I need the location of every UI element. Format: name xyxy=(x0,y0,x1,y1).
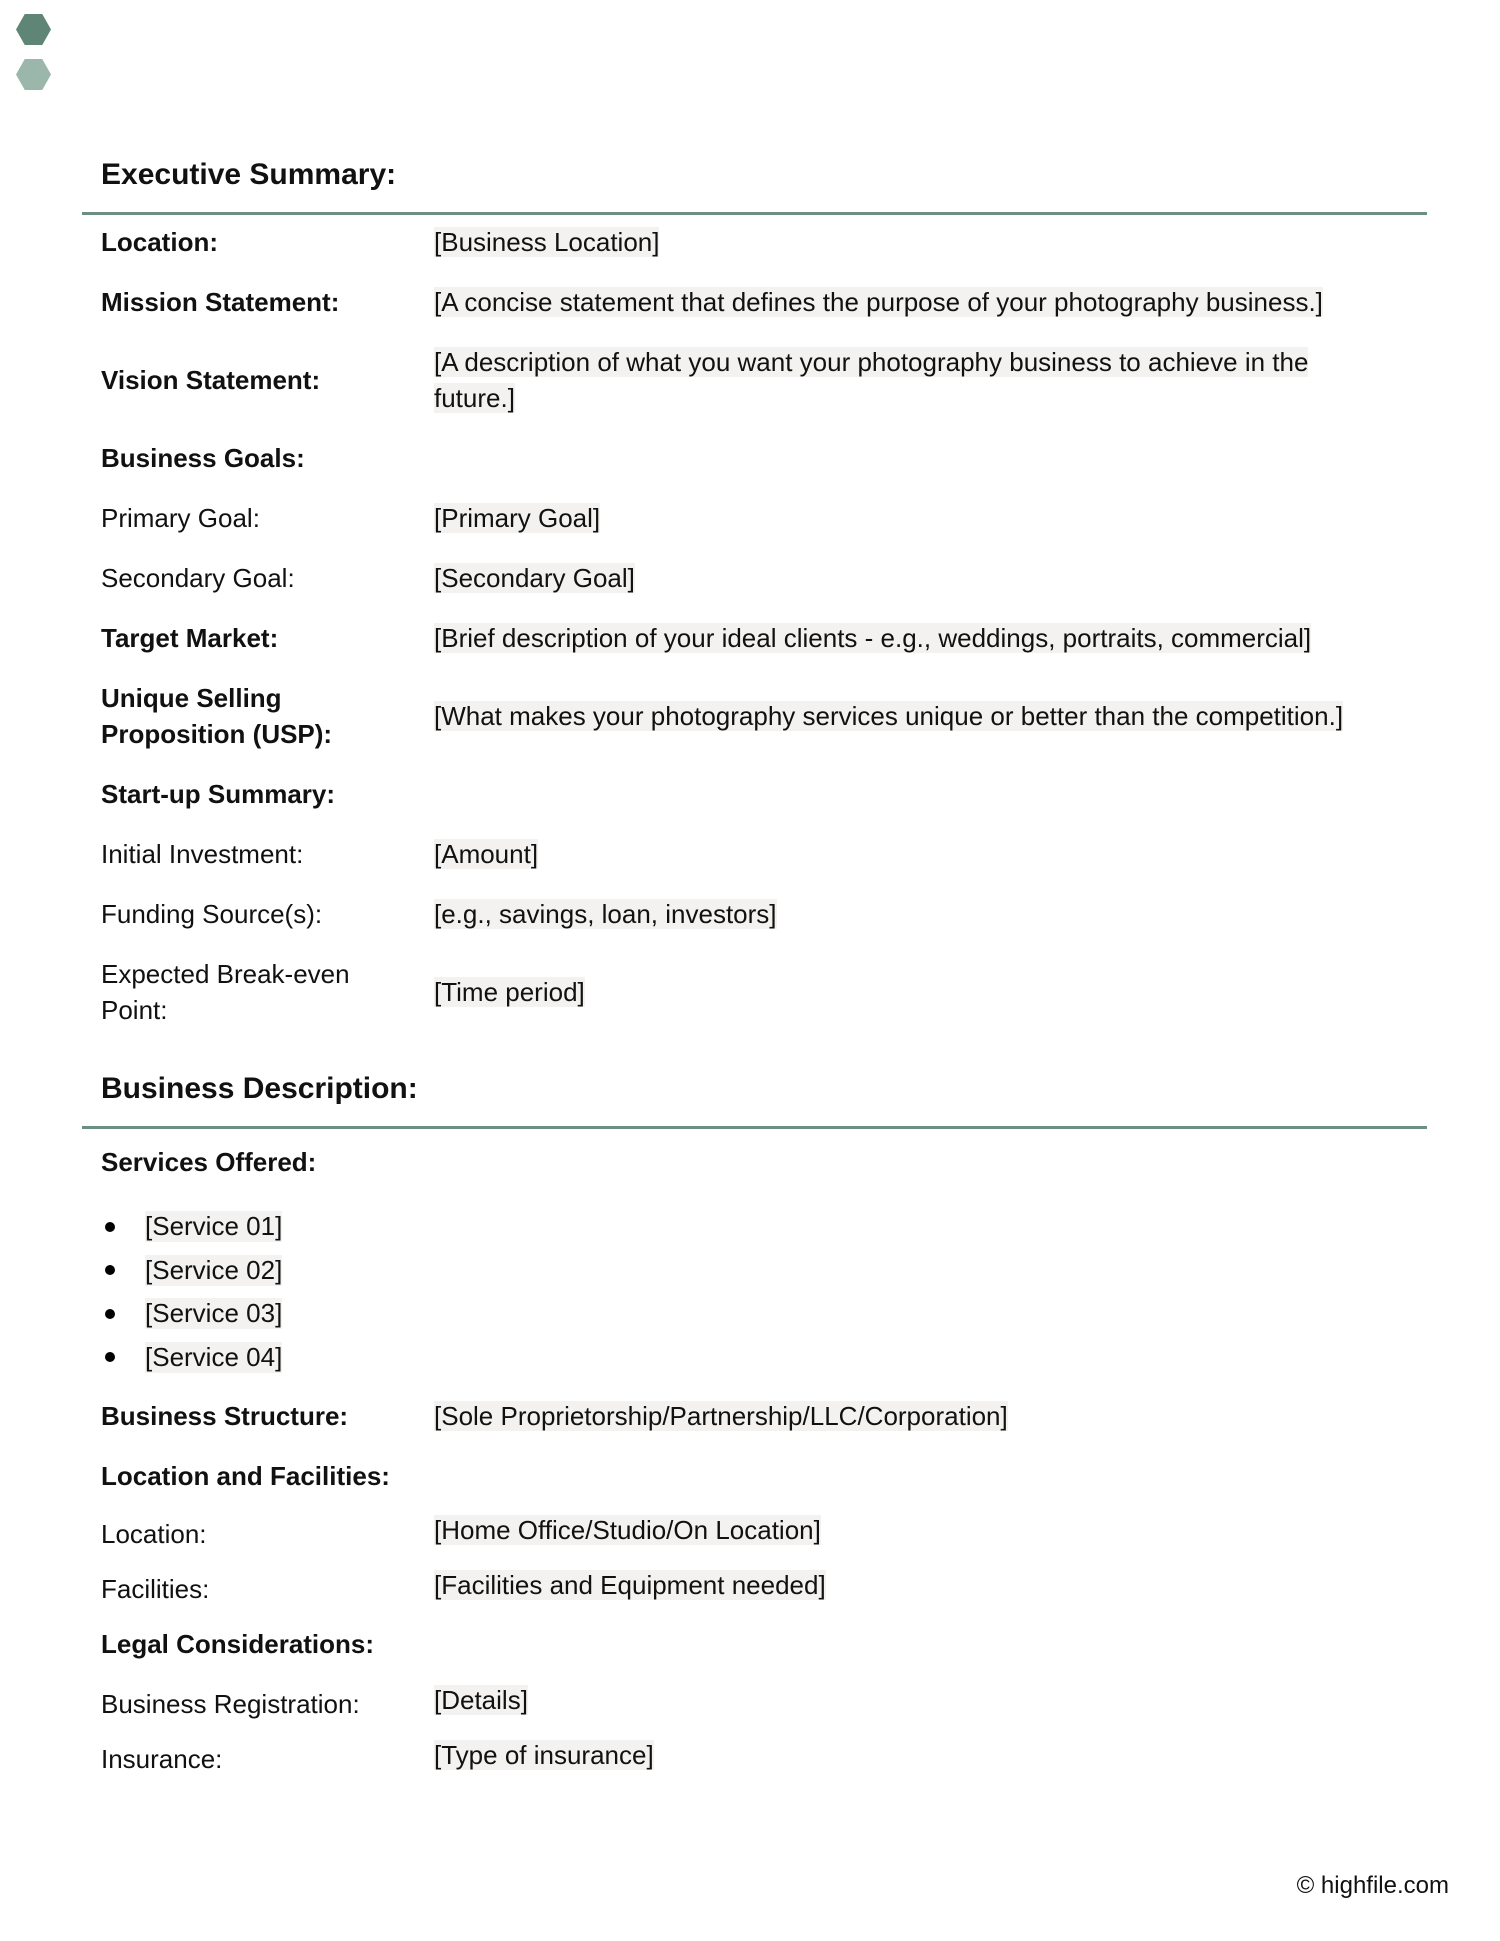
primary-goal-value: [Primary Goal] xyxy=(434,503,601,533)
breakeven-value: [Time period] xyxy=(434,977,585,1007)
bullet-icon xyxy=(105,1222,115,1232)
secondary-goal-row xyxy=(101,560,1421,596)
list-item: [Service 01] xyxy=(101,1205,282,1249)
breakeven-label: Expected Break-even Point: xyxy=(101,959,350,1025)
bd-location-label: Location: xyxy=(101,1519,207,1549)
usp-row xyxy=(101,680,1421,752)
funding-source-label: Funding Source(s): xyxy=(101,899,323,929)
usp-label: Unique Selling Proposition (USP): xyxy=(101,683,333,749)
services-list xyxy=(101,1205,282,1379)
business-structure-label: Business Structure: xyxy=(101,1401,349,1431)
hexagon-light-icon xyxy=(16,59,51,90)
funding-source-row xyxy=(101,896,1421,932)
bullet-icon xyxy=(105,1352,115,1362)
usp-value: [What makes your photography services unique or better than the competition.] xyxy=(434,701,1344,731)
insurance-row xyxy=(101,1737,1421,1777)
services-offered-label: Services Offered: xyxy=(101,1147,317,1177)
bd-location-value: [Home Office/Studio/On Location] xyxy=(434,1515,821,1545)
business-goals-label: Business Goals: xyxy=(101,443,305,473)
vision-value: [A description of what you want your photography business to achieve in the future.] xyxy=(434,347,1309,413)
secondary-goal-label: Secondary Goal: xyxy=(101,563,295,593)
primary-goal-row xyxy=(101,500,1421,536)
location-value: [Business Location] xyxy=(434,227,660,257)
business-structure-row xyxy=(101,1398,1421,1434)
bullet-icon xyxy=(105,1309,115,1319)
funding-source-value: [e.g., savings, loan, investors] xyxy=(434,899,777,929)
registration-label: Business Registration: xyxy=(101,1689,360,1719)
list-item: [Service 02] xyxy=(101,1249,282,1293)
facilities-label: Facilities: xyxy=(101,1574,210,1604)
executive-summary-heading: Executive Summary: xyxy=(101,158,397,191)
location-label: Location: xyxy=(101,227,218,257)
primary-goal-label: Primary Goal: xyxy=(101,503,260,533)
secondary-goal-value: [Secondary Goal] xyxy=(434,563,635,593)
target-market-label: Target Market: xyxy=(101,623,279,653)
section-divider xyxy=(82,212,1427,215)
registration-value: [Details] xyxy=(434,1685,528,1715)
mission-label: Mission Statement: xyxy=(101,287,340,317)
facilities-value: [Facilities and Equipment needed] xyxy=(434,1570,826,1600)
facilities-row xyxy=(101,1567,1421,1607)
bullet-icon xyxy=(105,1265,115,1275)
mission-value: [A concise statement that defines the purpose of your photography business.] xyxy=(434,287,1323,317)
hexagon-dark-icon xyxy=(16,14,51,45)
business-description-heading: Business Description: xyxy=(101,1072,418,1105)
section-divider xyxy=(82,1126,1427,1129)
legal-considerations-label: Legal Considerations: xyxy=(101,1629,375,1659)
copyright-footer: © highfile.com xyxy=(1296,1872,1449,1899)
vision-row xyxy=(101,344,1421,416)
initial-investment-row xyxy=(101,836,1421,872)
location-row xyxy=(101,224,1421,260)
location-facilities-label: Location and Facilities: xyxy=(101,1461,390,1491)
vision-label: Vision Statement: xyxy=(101,365,321,395)
business-structure-value: [Sole Proprietorship/Partnership/LLC/Corporation] xyxy=(434,1401,1008,1431)
initial-investment-value: [Amount] xyxy=(434,839,539,869)
mission-row xyxy=(101,284,1421,320)
breakeven-row xyxy=(101,956,1421,1028)
startup-summary-label: Start-up Summary: xyxy=(101,779,336,809)
registration-row xyxy=(101,1682,1421,1722)
target-market-row xyxy=(101,620,1421,656)
initial-investment-label: Initial Investment: xyxy=(101,839,304,869)
list-item: [Service 03] xyxy=(101,1292,282,1336)
bd-location-row xyxy=(101,1512,1421,1552)
target-market-value: [Brief description of your ideal clients - e.g., weddings, portraits, commercial] xyxy=(434,623,1312,653)
list-item: [Service 04] xyxy=(101,1336,282,1380)
insurance-label: Insurance: xyxy=(101,1744,223,1774)
insurance-value: [Type of insurance] xyxy=(434,1740,654,1770)
